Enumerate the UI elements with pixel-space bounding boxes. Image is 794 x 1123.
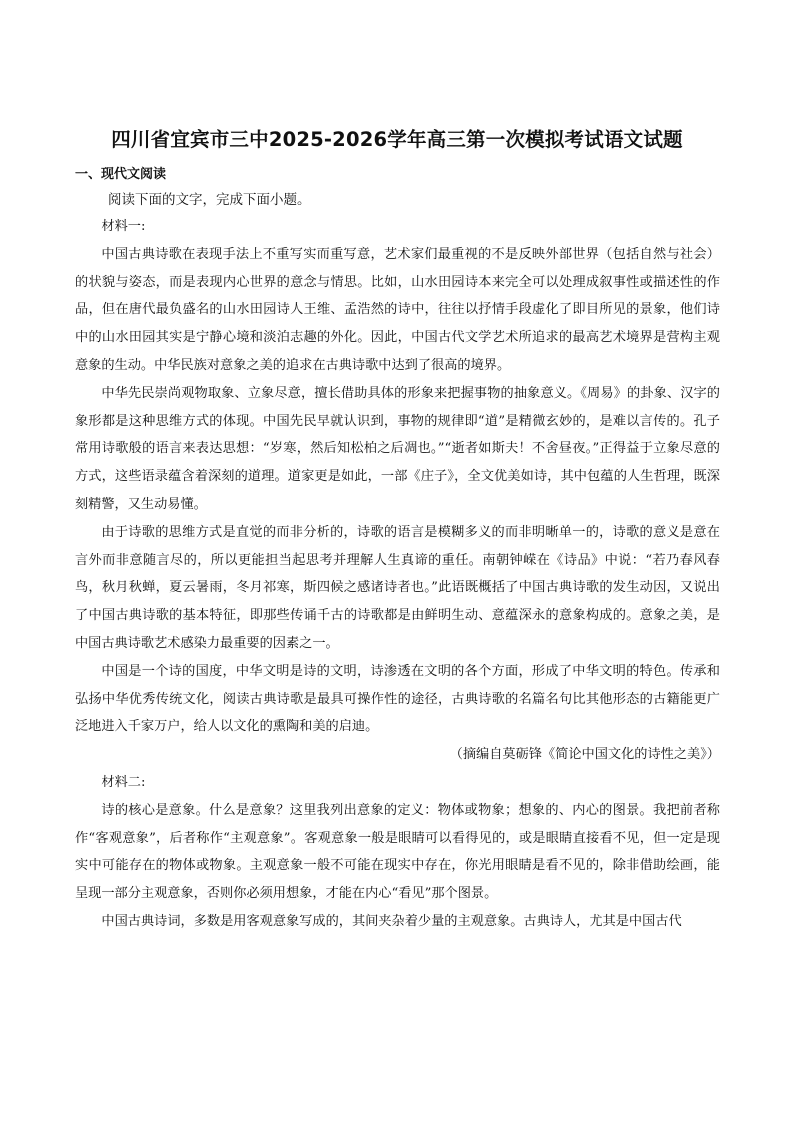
material1-paragraph-3: 由于诗歌的思维方式是直觉的而非分析的，诗歌的语言是模糊多义的而非明晰单一的，诗歌的意义是意在言外而非意随言尽的，所以更能担当起思考并理解人生真谛的重任。南朝钟嵘在《诗品》中说：“若乃春风春鸟，秋月秋蝉，夏云暑雨，冬月祁寒，斯四候之感诸诗者也。”此语既概括了中国古典诗歌的发生动因，又说出了中国古典诗歌的基本特征，即那些传诵千古的诗歌都是由鲜明生动、意蕴深永的意象构成的。意象之美，是中国古典诗歌艺术感染力最重要的因素之一。 — [75, 524, 720, 651]
material2-paragraph-1: 诗的核心是意象。什么是意象？这里我列出意象的定义：物体或物象；想象的、内心的图景。我把前者称作“客观意象”，后者称作“主观意象”。客观意象一般是眼睛可以看得见的，或是眼睛直接看不见，但一定是现实中可能存在的物体或物象。主观意象一般不可能在现实中存在，你光用眼睛是看不见的，除非借助绘画，能呈现一部分主观意象，否则你必须用想象，才能在内心“看见”那个图景。 — [75, 802, 720, 902]
material2-label: 材料二: — [101, 774, 146, 790]
material2-paragraph-2: 中国古典诗词，多数是用客观意象写成的，其间夹杂着少量的主观意象。古典诗人，尤其是中国古代 — [101, 913, 682, 929]
material1-source: （摘编自莫砺锋《简论中国文化的诗性之美》） — [449, 747, 720, 763]
material1-paragraph-1: 中国古典诗歌在表现手法上不重写实而重写意，艺术家们最重视的不是反映外部世界（包括自然与社会）的状貌与姿态，而是表现内心世界的意念与情思。比如，山水田园诗本来完全可以处理成叙事性或描述性的作品，但在唐代最负盛名的山水田园诗人王维、孟浩然的诗中，往往以抒情手段虚化了即目所见的景象，他们诗中的山水田园其实是宁静心境和淡泊志趣的外化。因此，中国古代文学艺术所追求的最高艺术境界是营构主观意象的生动。中华民族对意象之美的追求在古典诗歌中达到了很高的境界。 — [75, 246, 720, 373]
material1-paragraph-2: 中华先民崇尚观物取象、立象尽意，擅长借助具体的形象来把握事物的抽象意义。《周易》的卦象、汉字的象形都是这种思维方式的体现。中国先民早就认识到，事物的规律即“道”是精微玄妙的，是难以言传的。孔子常用诗歌般的语言来表达思想：“岁寒，然后知松柏之后凋也。”“逝者如斯夫！不舍昼夜。”正得益于立象尽意的方式，这些语录蕴含着深刻的道理。道家更是如此，一部《庄子》，全文优美如诗，其中包蕴的人生哲理，既深刻精警，又生动易懂。 — [75, 385, 720, 512]
exam-title: 四川省宜宾市三中2025-2026学年高三第一次模拟考试语文试题 — [111, 128, 683, 151]
section-heading: 一、现代文阅读 — [75, 167, 167, 182]
instruction: 阅读下面的文字，完成下面小题。 — [108, 192, 311, 208]
material1-paragraph-4: 中国是一个诗的国度，中华文明是诗的文明，诗渗透在文明的各个方面，形成了中华文明的特色。传承和弘扬中华优秀传统文化，阅读古典诗歌是最具可操作性的途径，古典诗歌的名篇名句比其他形态的古籍能更广泛地进入千家万户，给人以文化的熏陶和美的启迪。 — [75, 663, 720, 735]
material1-label: 材料一: — [101, 219, 146, 234]
reading-passage — [75, 213, 720, 936]
